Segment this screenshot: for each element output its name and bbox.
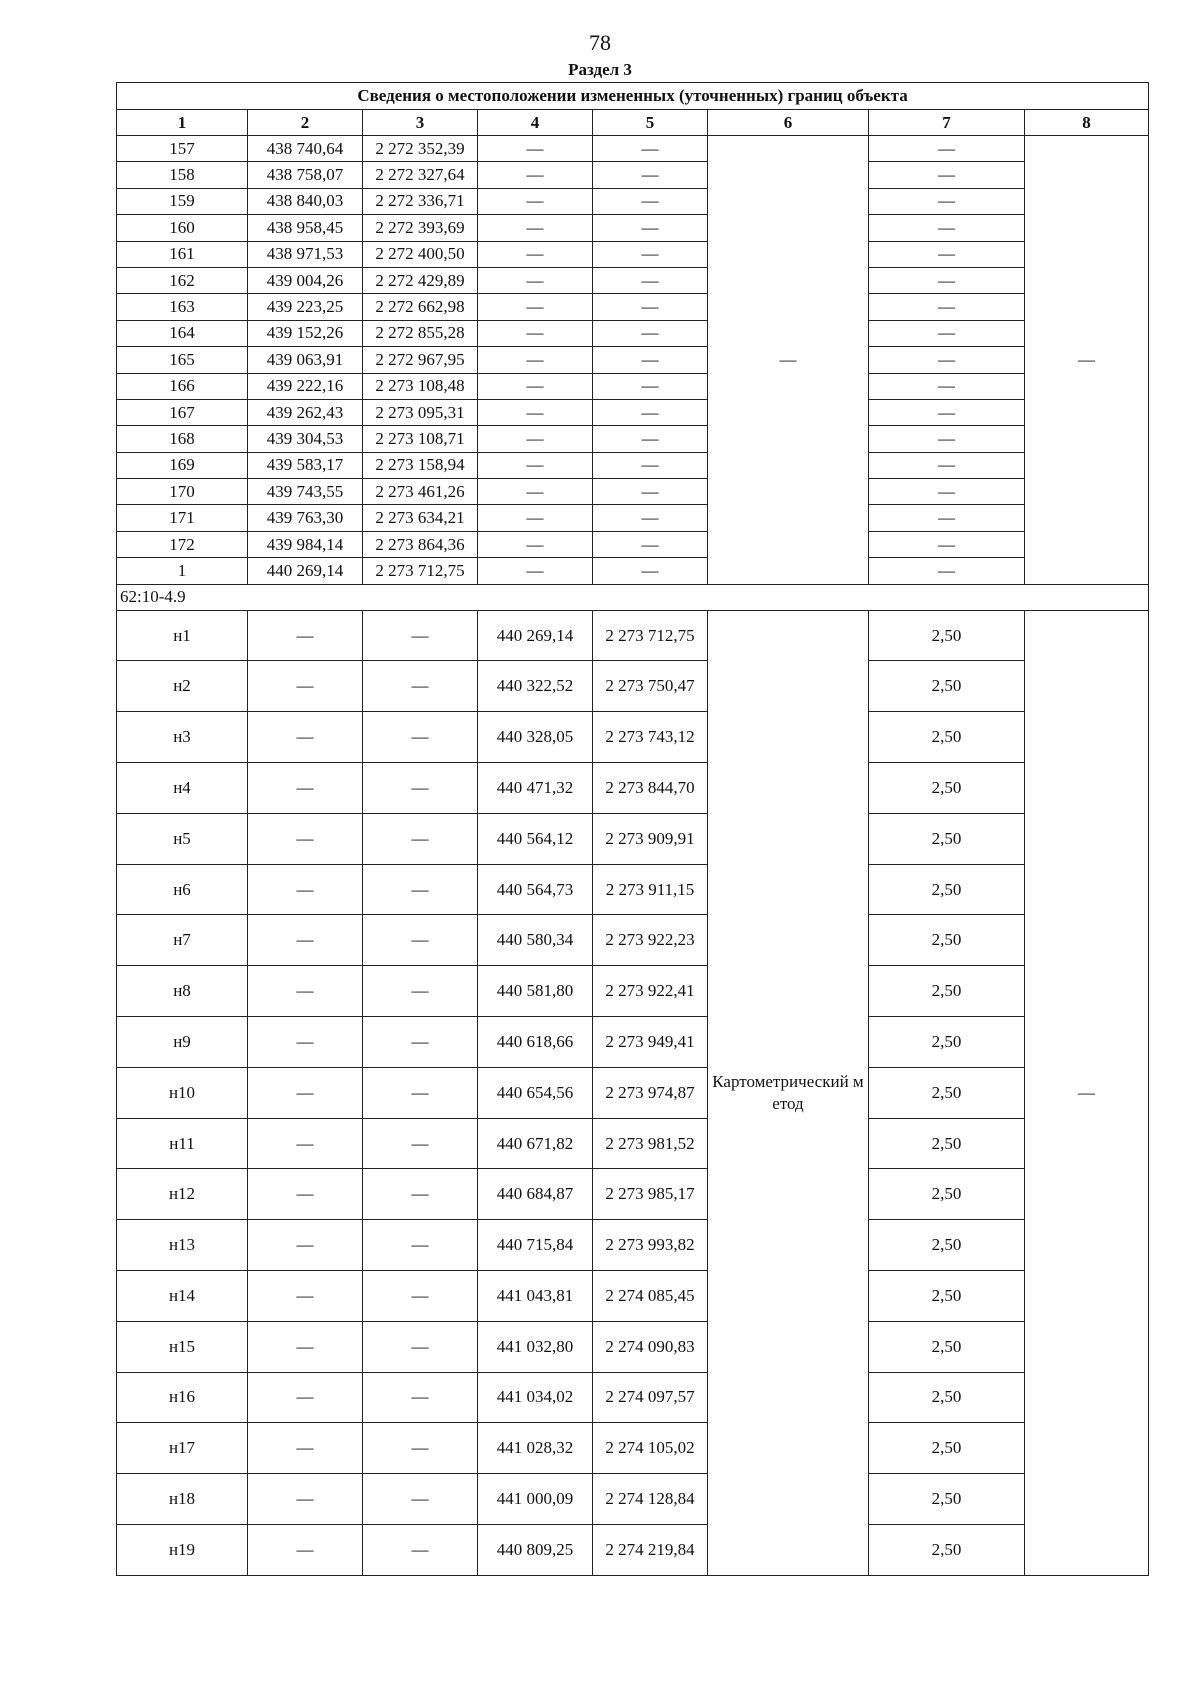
table-row (117, 1423, 1149, 1474)
y-old-cell: 2 273 712,75 (363, 558, 478, 584)
x-old-cell: 438 740,64 (248, 136, 363, 162)
table-row (117, 558, 1149, 584)
x-new-cell: — (478, 162, 593, 188)
y-new-cell: 2 274 090,83 (593, 1321, 708, 1372)
point-number-cell: н9 (117, 1017, 248, 1068)
point-number-cell: 164 (117, 320, 248, 346)
table-caption-row (117, 83, 1149, 110)
point-number-cell: 168 (117, 426, 248, 452)
point-number-cell: 170 (117, 479, 248, 505)
accuracy-cell: — (869, 426, 1025, 452)
y-old-cell: — (363, 1321, 478, 1372)
point-number-cell: 157 (117, 136, 248, 162)
table-row (117, 661, 1149, 712)
x-new-cell: 440 684,87 (478, 1169, 593, 1220)
y-old-cell: — (363, 1118, 478, 1169)
y-new-cell: 2 273 922,41 (593, 966, 708, 1017)
y-old-cell: 2 273 634,21 (363, 505, 478, 531)
x-new-cell: — (478, 479, 593, 505)
method-cell: — (708, 136, 869, 585)
x-new-cell: — (478, 267, 593, 293)
y-new-cell: 2 274 128,84 (593, 1474, 708, 1525)
table-row (117, 1372, 1149, 1423)
y-old-cell: — (363, 1017, 478, 1068)
x-new-cell: — (478, 505, 593, 531)
accuracy-cell: 2,50 (869, 966, 1025, 1017)
x-old-cell: 438 958,45 (248, 215, 363, 241)
point-number-cell: н2 (117, 661, 248, 712)
y-old-cell: — (363, 813, 478, 864)
y-old-cell: 2 273 461,26 (363, 479, 478, 505)
x-old-cell: — (248, 1067, 363, 1118)
point-number-cell: 160 (117, 215, 248, 241)
point-number-cell: 166 (117, 373, 248, 399)
table-row (117, 479, 1149, 505)
table-row (117, 505, 1149, 531)
accuracy-cell: — (869, 452, 1025, 478)
point-number-cell: н14 (117, 1271, 248, 1322)
y-new-cell: — (593, 136, 708, 162)
accuracy-cell: — (869, 215, 1025, 241)
y-old-cell: — (363, 661, 478, 712)
table-row (117, 1220, 1149, 1271)
x-old-cell: — (248, 1118, 363, 1169)
point-number-cell: н17 (117, 1423, 248, 1474)
y-new-cell: 2 274 085,45 (593, 1271, 708, 1322)
table-row (117, 1321, 1149, 1372)
coordinates-table (116, 82, 1149, 1576)
point-number-cell: н3 (117, 712, 248, 763)
accuracy-cell: — (869, 294, 1025, 320)
y-new-cell: 2 273 750,47 (593, 661, 708, 712)
x-new-cell: — (478, 320, 593, 346)
table-row (117, 531, 1149, 557)
table-row (117, 399, 1149, 425)
table-row (117, 763, 1149, 814)
x-old-cell: — (248, 813, 363, 864)
x-old-cell: 439 152,26 (248, 320, 363, 346)
point-number-cell: н6 (117, 864, 248, 915)
y-old-cell: — (363, 1271, 478, 1322)
x-new-cell: 441 043,81 (478, 1271, 593, 1322)
x-old-cell: 439 984,14 (248, 531, 363, 557)
y-old-cell: — (363, 1474, 478, 1525)
y-new-cell: — (593, 267, 708, 293)
table-row (117, 1524, 1149, 1575)
x-old-cell: — (248, 966, 363, 1017)
x-old-cell: 439 304,53 (248, 426, 363, 452)
x-new-cell: 440 328,05 (478, 712, 593, 763)
x-old-cell: — (248, 1169, 363, 1220)
y-new-cell: — (593, 452, 708, 478)
point-number-cell: 162 (117, 267, 248, 293)
table-row (117, 320, 1149, 346)
y-old-cell: 2 273 108,48 (363, 373, 478, 399)
y-new-cell: — (593, 188, 708, 214)
table-row (117, 712, 1149, 763)
table-row (117, 215, 1149, 241)
column-header: 5 (593, 110, 708, 136)
column-header: 8 (1025, 110, 1149, 136)
point-number-cell: н12 (117, 1169, 248, 1220)
column-header: 6 (708, 110, 869, 136)
table-row (117, 241, 1149, 267)
accuracy-cell: 2,50 (869, 813, 1025, 864)
accuracy-cell: — (869, 162, 1025, 188)
y-new-cell: — (593, 373, 708, 399)
accuracy-cell: — (869, 399, 1025, 425)
table-row (117, 1474, 1149, 1525)
x-old-cell: — (248, 1372, 363, 1423)
table-row (117, 1017, 1149, 1068)
y-new-cell: — (593, 162, 708, 188)
x-new-cell: — (478, 136, 593, 162)
x-old-cell: — (248, 1474, 363, 1525)
y-new-cell: — (593, 558, 708, 584)
section-title: Раздел 3 (568, 60, 632, 79)
accuracy-cell: — (869, 188, 1025, 214)
accuracy-cell: — (869, 347, 1025, 373)
table-row (117, 1067, 1149, 1118)
y-new-cell: 2 273 909,91 (593, 813, 708, 864)
accuracy-cell: 2,50 (869, 712, 1025, 763)
y-old-cell: 2 273 095,31 (363, 399, 478, 425)
y-new-cell: — (593, 531, 708, 557)
y-new-cell: 2 274 105,02 (593, 1423, 708, 1474)
column-header: 7 (869, 110, 1025, 136)
point-number-cell: 163 (117, 294, 248, 320)
accuracy-cell: 2,50 (869, 1423, 1025, 1474)
x-new-cell: — (478, 399, 593, 425)
accuracy-cell: 2,50 (869, 661, 1025, 712)
table-row (117, 610, 1149, 661)
table-row (117, 1271, 1149, 1322)
column-header: 1 (117, 110, 248, 136)
x-new-cell: 440 580,34 (478, 915, 593, 966)
table-row (117, 1169, 1149, 1220)
x-old-cell: — (248, 610, 363, 661)
table-row (117, 813, 1149, 864)
point-number-cell: 169 (117, 452, 248, 478)
x-old-cell: 440 269,14 (248, 558, 363, 584)
x-old-cell: — (248, 915, 363, 966)
y-old-cell: — (363, 1169, 478, 1220)
x-old-cell: — (248, 1321, 363, 1372)
x-old-cell: — (248, 661, 363, 712)
x-old-cell: — (248, 763, 363, 814)
accuracy-cell: — (869, 505, 1025, 531)
x-new-cell: 441 034,02 (478, 1372, 593, 1423)
x-new-cell: — (478, 241, 593, 267)
y-old-cell: — (363, 1423, 478, 1474)
x-new-cell: — (478, 347, 593, 373)
y-new-cell: 2 273 712,75 (593, 610, 708, 661)
accuracy-cell: — (869, 241, 1025, 267)
accuracy-cell: 2,50 (869, 915, 1025, 966)
y-new-cell: 2 273 985,17 (593, 1169, 708, 1220)
x-new-cell: 440 581,80 (478, 966, 593, 1017)
point-number-cell: н4 (117, 763, 248, 814)
y-old-cell: — (363, 1067, 478, 1118)
x-new-cell: — (478, 452, 593, 478)
point-number-cell: н11 (117, 1118, 248, 1169)
y-old-cell: — (363, 610, 478, 661)
x-new-cell: 440 809,25 (478, 1524, 593, 1575)
x-old-cell: — (248, 1271, 363, 1322)
accuracy-cell: — (869, 267, 1025, 293)
x-new-cell: 441 028,32 (478, 1423, 593, 1474)
x-new-cell: 440 671,82 (478, 1118, 593, 1169)
y-old-cell: 2 272 429,89 (363, 267, 478, 293)
y-new-cell: — (593, 399, 708, 425)
y-old-cell: 2 272 855,28 (363, 320, 478, 346)
table-row (117, 267, 1149, 293)
y-old-cell: 2 272 662,98 (363, 294, 478, 320)
accuracy-cell: 2,50 (869, 610, 1025, 661)
y-old-cell: 2 272 393,69 (363, 215, 478, 241)
y-new-cell: 2 274 097,57 (593, 1372, 708, 1423)
table-row (117, 1118, 1149, 1169)
x-old-cell: 438 840,03 (248, 188, 363, 214)
accuracy-cell: — (869, 320, 1025, 346)
x-new-cell: 440 564,73 (478, 864, 593, 915)
point-number-cell: н16 (117, 1372, 248, 1423)
accuracy-cell: 2,50 (869, 1271, 1025, 1322)
y-old-cell: 2 272 352,39 (363, 136, 478, 162)
x-old-cell: 438 971,53 (248, 241, 363, 267)
x-new-cell: 441 000,09 (478, 1474, 593, 1525)
y-old-cell: — (363, 1372, 478, 1423)
y-old-cell: — (363, 712, 478, 763)
accuracy-cell: — (869, 373, 1025, 399)
table-row (117, 347, 1149, 373)
accuracy-cell: 2,50 (869, 864, 1025, 915)
x-old-cell: 439 583,17 (248, 452, 363, 478)
page-number: 78 (589, 30, 611, 55)
point-number-cell: н5 (117, 813, 248, 864)
y-old-cell: — (363, 763, 478, 814)
table-row (117, 162, 1149, 188)
y-new-cell: — (593, 347, 708, 373)
accuracy-cell: 2,50 (869, 1372, 1025, 1423)
table-caption: Сведения о местоположении измененных (уточненных) границ объекта (117, 83, 1149, 110)
y-old-cell: — (363, 915, 478, 966)
point-number-cell: н13 (117, 1220, 248, 1271)
table-row (117, 294, 1149, 320)
x-old-cell: 439 223,25 (248, 294, 363, 320)
x-new-cell: 440 564,12 (478, 813, 593, 864)
method-cell: Картометрический метод (708, 610, 869, 1575)
y-new-cell: — (593, 215, 708, 241)
y-new-cell: 2 273 743,12 (593, 712, 708, 763)
y-new-cell: 2 273 911,15 (593, 864, 708, 915)
point-number-cell: 165 (117, 347, 248, 373)
x-new-cell: — (478, 294, 593, 320)
table-row (117, 373, 1149, 399)
accuracy-cell: 2,50 (869, 1118, 1025, 1169)
point-number-cell: н8 (117, 966, 248, 1017)
x-old-cell: 439 262,43 (248, 399, 363, 425)
accuracy-cell: 2,50 (869, 1321, 1025, 1372)
y-new-cell: — (593, 479, 708, 505)
x-old-cell: — (248, 1220, 363, 1271)
y-old-cell: 2 272 336,71 (363, 188, 478, 214)
point-number-cell: н10 (117, 1067, 248, 1118)
group-label-row (117, 584, 1149, 610)
accuracy-cell: 2,50 (869, 1220, 1025, 1271)
description-cell: — (1025, 136, 1149, 585)
x-old-cell: 439 222,16 (248, 373, 363, 399)
x-new-cell: — (478, 188, 593, 214)
y-new-cell: — (593, 426, 708, 452)
y-old-cell: 2 272 400,50 (363, 241, 478, 267)
accuracy-cell: — (869, 531, 1025, 557)
y-new-cell: 2 273 844,70 (593, 763, 708, 814)
point-number-cell: 158 (117, 162, 248, 188)
x-old-cell: 438 758,07 (248, 162, 363, 188)
x-new-cell: — (478, 373, 593, 399)
x-new-cell: 440 471,32 (478, 763, 593, 814)
x-new-cell: 440 654,56 (478, 1067, 593, 1118)
x-old-cell: — (248, 1524, 363, 1575)
point-number-cell: н19 (117, 1524, 248, 1575)
point-number-cell: 161 (117, 241, 248, 267)
point-number-cell: 1 (117, 558, 248, 584)
x-old-cell: — (248, 864, 363, 915)
accuracy-cell: — (869, 558, 1025, 584)
y-old-cell: 2 272 967,95 (363, 347, 478, 373)
point-number-cell: н15 (117, 1321, 248, 1372)
accuracy-cell: 2,50 (869, 1067, 1025, 1118)
point-number-cell: 172 (117, 531, 248, 557)
x-new-cell: 440 715,84 (478, 1220, 593, 1271)
cadastral-group-label: 62:10-4.9 (117, 584, 1149, 610)
column-header: 3 (363, 110, 478, 136)
y-new-cell: 2 273 949,41 (593, 1017, 708, 1068)
point-number-cell: н7 (117, 915, 248, 966)
column-header-row (117, 110, 1149, 136)
table-row (117, 136, 1149, 162)
y-new-cell: — (593, 505, 708, 531)
y-new-cell: 2 273 981,52 (593, 1118, 708, 1169)
accuracy-cell: 2,50 (869, 1524, 1025, 1575)
column-header: 2 (248, 110, 363, 136)
accuracy-cell: — (869, 479, 1025, 505)
table-row (117, 452, 1149, 478)
description-cell: — (1025, 610, 1149, 1575)
x-old-cell: 439 763,30 (248, 505, 363, 531)
table-row (117, 426, 1149, 452)
table-row (117, 864, 1149, 915)
y-old-cell: 2 273 158,94 (363, 452, 478, 478)
table-row (117, 915, 1149, 966)
x-new-cell: — (478, 531, 593, 557)
accuracy-cell: — (869, 136, 1025, 162)
x-new-cell: 441 032,80 (478, 1321, 593, 1372)
x-new-cell: 440 618,66 (478, 1017, 593, 1068)
point-number-cell: 171 (117, 505, 248, 531)
y-old-cell: — (363, 966, 478, 1017)
x-old-cell: 439 004,26 (248, 267, 363, 293)
x-new-cell: — (478, 426, 593, 452)
x-new-cell: — (478, 215, 593, 241)
y-old-cell: 2 272 327,64 (363, 162, 478, 188)
x-old-cell: — (248, 712, 363, 763)
accuracy-cell: 2,50 (869, 1017, 1025, 1068)
accuracy-cell: 2,50 (869, 1474, 1025, 1525)
x-old-cell: 439 743,55 (248, 479, 363, 505)
table-row (117, 966, 1149, 1017)
point-number-cell: н18 (117, 1474, 248, 1525)
point-number-cell: 167 (117, 399, 248, 425)
x-old-cell: — (248, 1423, 363, 1474)
y-old-cell: — (363, 1524, 478, 1575)
y-old-cell: 2 273 864,36 (363, 531, 478, 557)
accuracy-cell: 2,50 (869, 763, 1025, 814)
table-row (117, 188, 1149, 214)
y-new-cell: 2 273 922,23 (593, 915, 708, 966)
point-number-cell: 159 (117, 188, 248, 214)
y-new-cell: — (593, 294, 708, 320)
column-header: 4 (478, 110, 593, 136)
accuracy-cell: 2,50 (869, 1169, 1025, 1220)
x-old-cell: 439 063,91 (248, 347, 363, 373)
point-number-cell: н1 (117, 610, 248, 661)
y-new-cell: 2 273 993,82 (593, 1220, 708, 1271)
y-old-cell: 2 273 108,71 (363, 426, 478, 452)
y-new-cell: — (593, 241, 708, 267)
y-new-cell: 2 274 219,84 (593, 1524, 708, 1575)
x-new-cell: — (478, 558, 593, 584)
x-new-cell: 440 322,52 (478, 661, 593, 712)
y-old-cell: — (363, 1220, 478, 1271)
y-new-cell: 2 273 974,87 (593, 1067, 708, 1118)
y-old-cell: — (363, 864, 478, 915)
x-new-cell: 440 269,14 (478, 610, 593, 661)
x-old-cell: — (248, 1017, 363, 1068)
y-new-cell: — (593, 320, 708, 346)
